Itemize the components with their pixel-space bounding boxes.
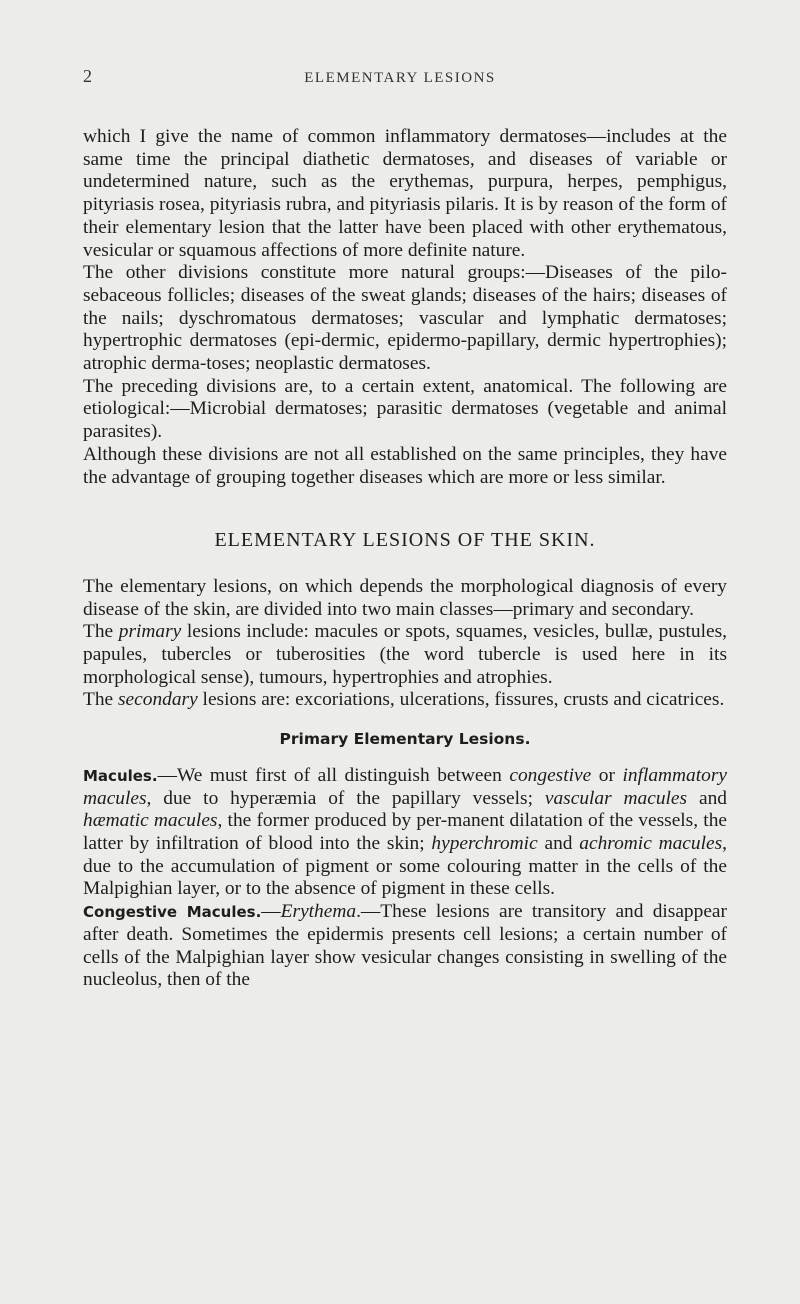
paragraph-secondary [83,689,727,712]
paragraph-macules [83,765,727,901]
macules-t6: and [537,832,580,854]
section-title: ELEMENTARY LESIONS OF THE SKIN. [214,529,596,552]
macules-i3: vascular macules [544,787,688,809]
macules-i4: hæmatic macules [83,810,218,832]
congestive-term: Erythema [280,901,357,923]
paragraph-congestive [83,901,727,992]
macules-t3: , due to hyperæmia of the papillary vessels; [146,787,545,809]
paragraph-intro-4: Although these divisions are not all established on the same principles, they have the advantage of grouping together diseases which are more or less similar. [83,443,727,488]
primary-lead: The [83,621,119,643]
running-head: ELEMENTARY LESIONS [304,70,496,86]
macules-i1: congestive [509,764,592,786]
primary-term: primary [118,621,182,643]
macules-i2: inflammatory macules [83,764,727,809]
macules-t2: or [591,764,623,786]
page-number: 2 [83,66,92,86]
paragraph-intro-2: The other divisions constitute more natural groups:—Diseases of the pilo-sebaceous follicles; diseases of the sweat glands; diseases of the hairs; diseases of the nails; dyschromatous dermatoses; vascular and lymphatic dermatoses; hypertrophic dermatoses (epi-dermic, epidermo-papillary, dermic hypertrophies); atrophic derma-toses; neoplastic dermatoses. [83,262,727,375]
congestive-dash: — [261,901,281,923]
secondary-term: secondary [118,689,198,711]
macules-t7: , due to the accumulation of pigment or some colouring matter in the cells of the Malpighian layer, or to the absence of pigment in these cells. [83,832,727,900]
macules-i6: achromic macules [579,832,723,854]
paragraph-intro-1: which I give the name of common inflammatory dermatoses—includes at the same time the principal diathetic dermatoses, and diseases of variable or undetermined nature, such as the erythemas, purpura, herpes, pemphigus, pityriasis rosea, pityriasis rubra, and pityriasis pilaris. It is by reason of the form of their elementary lesion that the latter have been placed with other erythematous, vesicular or squamous affections of more definite nature. [83,126,727,261]
subheading: Primary Elementary Lesions. [279,730,531,749]
paragraph-primary [83,621,727,689]
paragraph-elementary: The elementary lesions, on which depends the morphological diagnosis of every disease of the skin, are divided into two main classes—primary and secondary. [83,575,727,620]
macules-t1: —We must first of all distinguish between [157,764,510,786]
macules-runin: Macules. [83,766,158,785]
macules-t4: and [687,787,727,809]
congestive-runin: Congestive Macules. [83,903,262,922]
primary-text: lesions include: macules or spots, squames, vesicles, bullæ, pustules, papules, tubercles or tuberosities (the word tubercle is used here in its morphological sense), tumours, hypertrophies and atrophies. [83,621,727,688]
secondary-lead: The [83,689,118,711]
paragraph-intro-3: The preceding divisions are, to a certain extent, anatomical. The following are etiological:—Microbial dermatoses; parasitic dermatoses (vegetable and animal parasites). [83,375,727,443]
macules-t5: , the former produced by per-manent dilatation of the vessels, the latter by infiltration of blood into the skin; [83,810,727,854]
congestive-text: .—These lesions are transitory and disappear after death. Sometimes the epidermis presents cell lesions; a certain number of cells of the Malpighian layer show vesicular changes consisting in swelling of the nucleolus, then of the [83,901,727,991]
body-text [83,126,727,992]
macules-i5: hyperchromic [431,832,538,854]
secondary-text: lesions are: excoriations, ulcerations, fissures, crusts and cicatrices. [197,689,725,711]
